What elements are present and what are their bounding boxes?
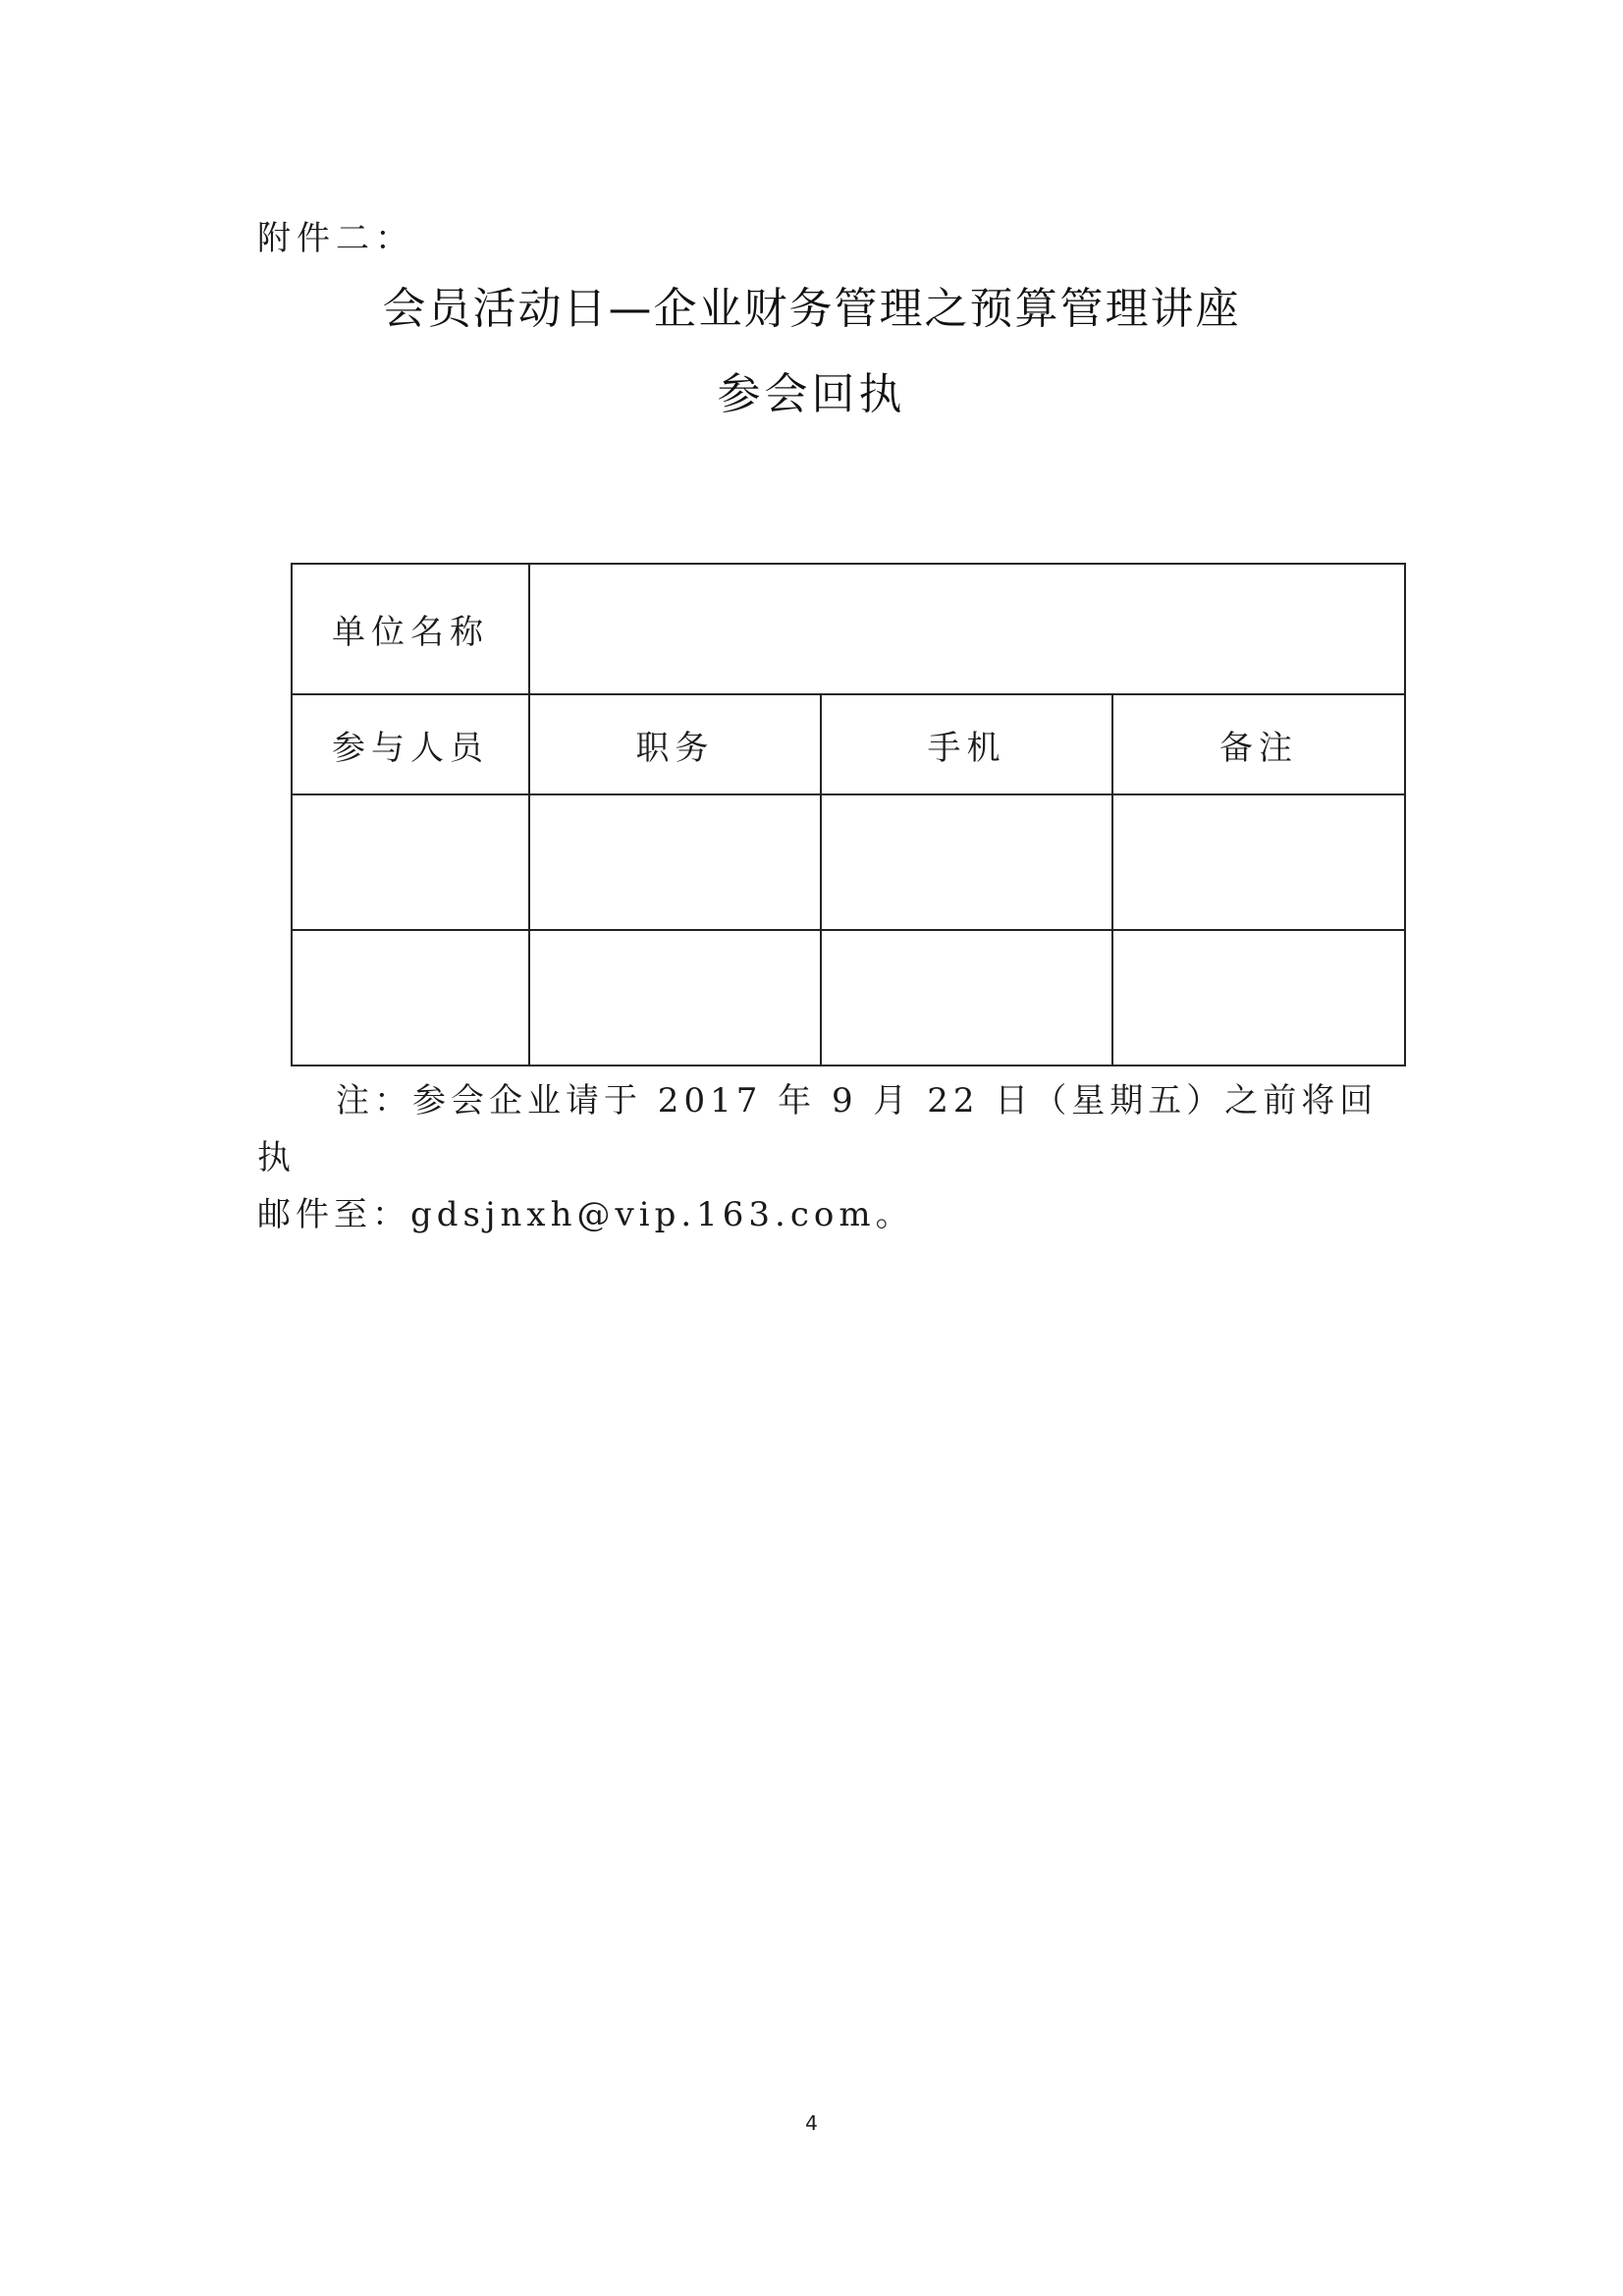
table-row	[292, 930, 1405, 1066]
document-title: 会员活动日—企业财务管理之预算管理讲座	[382, 284, 1241, 334]
header-mobile: 手机	[821, 694, 1112, 794]
header-participant: 参与人员	[292, 694, 529, 794]
position-cell[interactable]	[529, 930, 821, 1066]
participant-cell[interactable]	[292, 794, 529, 930]
attachment-label: 附件二：	[257, 219, 414, 258]
reply-form-table	[291, 563, 1406, 1066]
note-block	[257, 1072, 1386, 1243]
header-position: 职务	[529, 694, 821, 794]
note-line-1: 注：参会企业请于 2017 年 9 月 22 日（星期五）之前将回执	[257, 1081, 1379, 1177]
table-header-row	[292, 694, 1405, 794]
remarks-cell[interactable]	[1112, 794, 1405, 930]
table-row	[292, 794, 1405, 930]
header-remarks: 备注	[1112, 694, 1405, 794]
participant-cell[interactable]	[292, 930, 529, 1066]
note-line-2: 邮件至：gdsjnxh@vip.163.com。	[257, 1195, 914, 1234]
mobile-cell[interactable]	[821, 930, 1112, 1066]
page-number: 4	[805, 2111, 818, 2135]
unit-name-label: 单位名称	[292, 564, 529, 694]
position-cell[interactable]	[529, 794, 821, 930]
mobile-cell[interactable]	[821, 794, 1112, 930]
remarks-cell[interactable]	[1112, 930, 1405, 1066]
document-subtitle: 参会回执	[717, 369, 906, 419]
unit-name-row	[292, 564, 1405, 694]
unit-name-field[interactable]	[529, 564, 1405, 694]
